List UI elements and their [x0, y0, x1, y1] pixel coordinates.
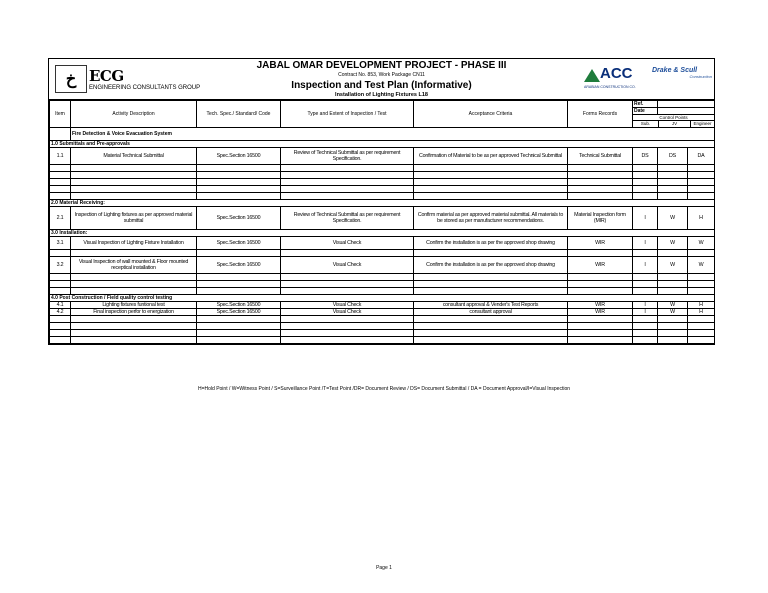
row-1-1-engineer: DA	[688, 148, 715, 165]
row-1-1-jv: DS	[658, 148, 688, 165]
ref-value	[658, 101, 715, 108]
row-3-2-item: 3.2	[50, 257, 71, 274]
date-label: Date	[633, 108, 658, 115]
col-activity-header: Activity Description	[71, 101, 197, 128]
table-row	[50, 237, 715, 250]
section-1-title: 1.0 Submittals and Pre-approvals	[50, 141, 715, 148]
row-1-1-activity: Material Technical Submittal	[71, 148, 197, 165]
row-4-2-engineer: H	[688, 309, 715, 316]
row-2-1-item: 2.1	[50, 207, 71, 230]
row-1-1-sub: DS	[633, 148, 658, 165]
empty-row	[50, 337, 715, 344]
row-4-1-sub: I	[633, 302, 658, 309]
row-3-2-activity: Visual Inspection of wall mounted & Floor mounted receptical installation	[71, 257, 197, 274]
title-block	[209, 59, 554, 98]
sub-label: Sub.	[633, 121, 659, 127]
drake-scull-logo-subtitle: Construction	[689, 74, 712, 79]
table-row	[50, 257, 715, 274]
row-2-1-activity: Inspection of Lighting fixtures as per approved material submittal	[71, 207, 197, 230]
empty-row	[50, 316, 715, 323]
row-4-1-forms: WIR	[568, 302, 633, 309]
row-4-2-forms: WIR	[568, 309, 633, 316]
table-row	[50, 148, 715, 165]
empty-row	[50, 274, 715, 281]
row-4-1-activity: Lighting fixtures funtional test	[71, 302, 197, 309]
system-title-row	[50, 128, 715, 141]
row-4-2-type: Visual Check	[281, 309, 414, 316]
ecg-logo-text: ECG	[89, 67, 124, 85]
row-4-2-item: 4.2	[50, 309, 71, 316]
section-2-title: 2.0 Material Receiving:	[50, 200, 715, 207]
empty-row	[50, 179, 715, 186]
row-3-1-forms: WIR	[568, 237, 633, 250]
row-2-1-sub: I	[633, 207, 658, 230]
row-2-1-acceptance: Confirm material as per approved material submittal. All materials to be stored as per manufacturer recommendations.	[414, 207, 568, 230]
row-3-2-spec: Spec.Section 16500	[197, 257, 281, 274]
row-3-2-jv: W	[658, 257, 688, 274]
row-4-1-type: Visual Check	[281, 302, 414, 309]
ecg-emblem-icon: خ	[55, 65, 87, 93]
itp-table	[49, 100, 715, 344]
row-3-2-type: Visual Check	[281, 257, 414, 274]
table-row	[50, 207, 715, 230]
empty-row	[50, 323, 715, 330]
row-4-1-item: 4.1	[50, 302, 71, 309]
col-type-header: Type and Extent of Inspection / Test	[281, 101, 414, 128]
row-2-1-forms: Material Inspection form (MIR)	[568, 207, 633, 230]
row-1-1-item: 1.1	[50, 148, 71, 165]
itp-sheet	[48, 58, 715, 345]
table-row	[50, 309, 715, 316]
drake-scull-logo	[652, 67, 712, 93]
ecg-logo-subtitle: ENGINEERING CONSULTANTS GROUP	[89, 85, 201, 91]
empty-row	[50, 186, 715, 193]
document-title: Inspection and Test Plan (Informative)	[291, 80, 472, 91]
acc-logo	[584, 65, 644, 95]
row-2-1-engineer: H	[688, 207, 715, 230]
section-3-title: 3.0 Installation:	[50, 230, 715, 237]
table-row	[50, 302, 715, 309]
section-row	[50, 295, 715, 302]
section-row	[50, 230, 715, 237]
page-number: Page 1	[376, 565, 392, 571]
empty-row	[50, 330, 715, 337]
row-2-1-jv: W	[658, 207, 688, 230]
project-title: JABAL OMAR DEVELOPMENT PROJECT - PHASE III	[256, 60, 507, 71]
row-4-1-engineer: H	[688, 302, 715, 309]
col-acceptance-header: Acceptance Criteria	[414, 101, 568, 128]
engineer-label: Engineer	[693, 121, 712, 126]
col-item-header: Item	[50, 101, 71, 128]
section-row	[50, 141, 715, 148]
row-4-1-acceptance: consultant approval & Vender's Test Reports	[414, 302, 568, 309]
control-points-block	[633, 115, 715, 128]
ecg-logo	[53, 63, 201, 95]
row-3-1-sub: I	[633, 237, 658, 250]
acc-logo-subtitle: ARABIAN CONSTRUCTION CO.	[584, 85, 636, 89]
drake-scull-logo-text: Drake & Scull	[652, 67, 698, 74]
row-3-1-activity: Visual Inspection of Lighting Fixture Installation	[71, 237, 197, 250]
row-3-1-jv: W	[658, 237, 688, 250]
row-3-1-acceptance: Confirm the installation is as per the approved shop drawing	[414, 237, 568, 250]
row-3-2-acceptance: Confirm the installation is as per the approved shop drawing	[414, 257, 568, 274]
row-4-2-sub: I	[633, 309, 658, 316]
row-3-1-type: Visual Check	[281, 237, 414, 250]
row-1-1-type: Review of Technical Submittal as per requirement Specification.	[281, 148, 414, 165]
row-3-2-forms: WIR	[568, 257, 633, 274]
ref-label: Ref.	[633, 101, 658, 108]
row-4-2-acceptance: consultant approval	[414, 309, 568, 316]
document-header	[49, 59, 714, 100]
empty-row	[50, 250, 715, 257]
row-3-1-spec: Spec.Section 16500	[197, 237, 281, 250]
control-points-label: Control Points	[633, 115, 714, 121]
row-1-1-spec: Spec.Section 16500	[197, 148, 281, 165]
row-3-2-engineer: W	[688, 257, 715, 274]
row-2-1-type: Review of Technical Submittal as per requirement Specification.	[281, 207, 414, 230]
legend-footnote: H=Hold Point / W=Witness Point / S=Surveillance Point /T=Test Point /DR= Document Review / DS= Document Submittal / DA = Document Approval/I=Visual Inspection	[197, 386, 571, 392]
contract-number: Contract No. 853, Work Package CN11	[338, 72, 425, 78]
document-subject: Installation of Lighting Fixtures L18	[335, 92, 428, 98]
row-3-1-item: 3.1	[50, 237, 71, 250]
row-1-1-forms: Technical Submittal	[568, 148, 633, 165]
section-4-title: 4.0 Post Construction / Field quality control testing	[50, 295, 715, 302]
row-4-2-activity: Final inspection perfor to energization	[71, 309, 197, 316]
row-3-1-engineer: W	[688, 237, 715, 250]
col-spec-header: Tech. Spec./ Standard/ Code	[197, 101, 281, 128]
row-4-1-jv: W	[658, 302, 688, 309]
jv-label: JV	[659, 121, 691, 127]
acc-triangle-icon	[584, 69, 600, 82]
row-4-2-jv: W	[658, 309, 688, 316]
empty-row	[50, 193, 715, 200]
row-4-1-spec: Spec.Section 16500	[197, 302, 281, 309]
empty-row	[50, 288, 715, 295]
empty-row	[50, 172, 715, 179]
row-3-2-sub: I	[633, 257, 658, 274]
empty-row	[50, 165, 715, 172]
row-1-1-acceptance: Confirmation of Material to be as per approved Technical Submittal	[414, 148, 568, 165]
date-value	[658, 108, 715, 115]
empty-row	[50, 281, 715, 288]
row-4-2-spec: Spec.Section 16500	[197, 309, 281, 316]
row-2-1-spec: Spec.Section 16500	[197, 207, 281, 230]
section-row	[50, 200, 715, 207]
system-title: Fire Detection & Voice Evacuation System	[71, 128, 715, 141]
acc-logo-text: ACC	[600, 65, 633, 82]
col-forms-header: Forms Records	[568, 101, 633, 128]
